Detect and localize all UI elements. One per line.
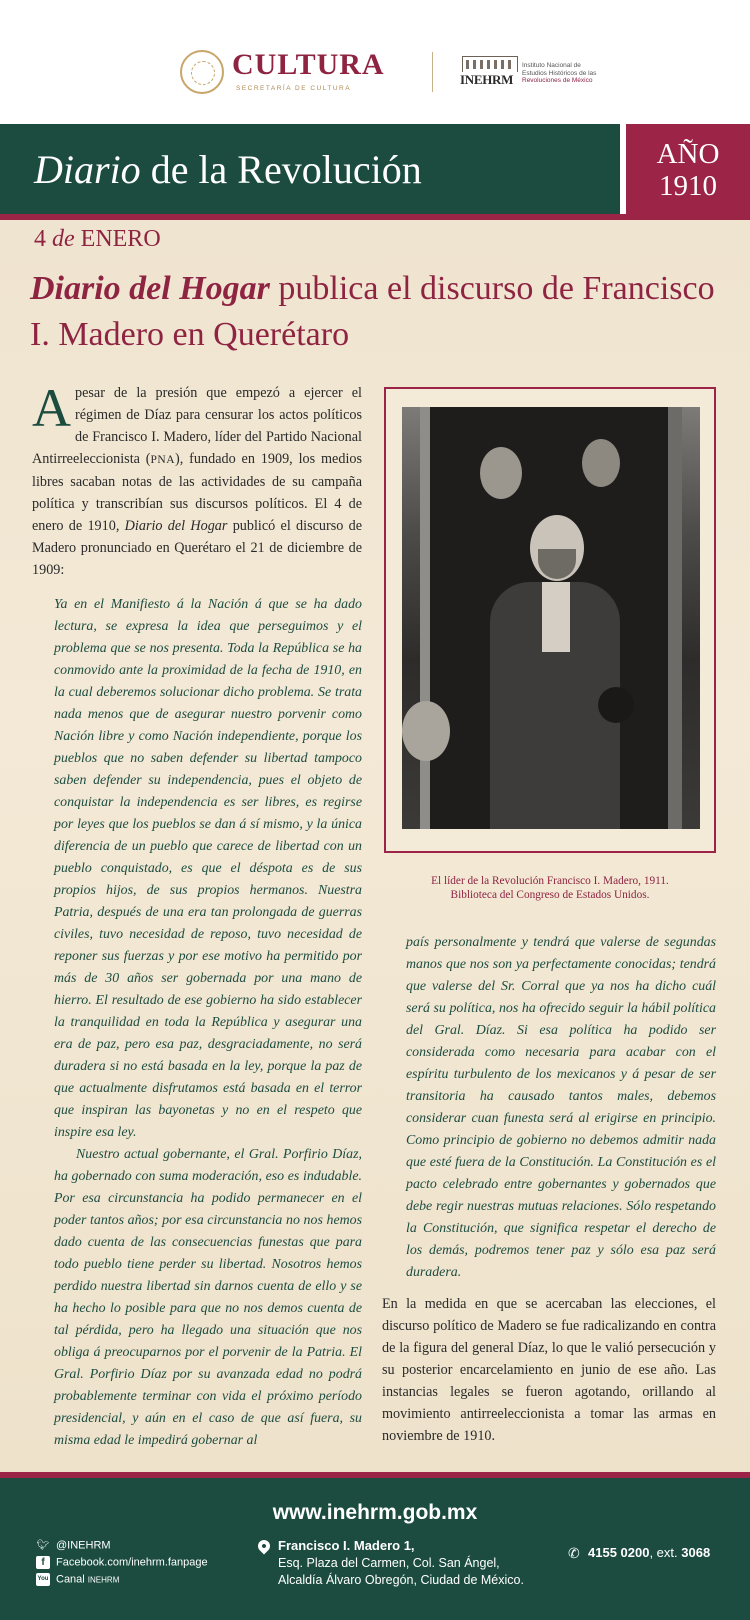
intro-pna: PNA	[150, 454, 176, 466]
year-value: 1910	[659, 170, 717, 202]
youtube-link[interactable]	[36, 1573, 119, 1586]
institute-name	[522, 62, 596, 85]
national-seal-icon	[180, 50, 224, 94]
caption-line-2: Biblioteca del Congreso de Estados Unidos.	[450, 889, 650, 901]
address	[278, 1537, 524, 1589]
youtube-prefix: Canal	[56, 1573, 88, 1586]
intro-paragraph	[32, 378, 363, 581]
article-headline	[30, 266, 720, 358]
secretaria-text: SECRETARÍA DE CULTURA	[236, 85, 352, 92]
photo-child	[402, 701, 450, 761]
drop-cap: A	[32, 378, 71, 438]
inehrm-building-icon	[462, 56, 518, 72]
year-label: AÑO	[656, 138, 720, 170]
photo-hat	[598, 687, 634, 723]
quote-paragraph-1: Ya en el Manifiesto á la Nación á que se ha dado lectura, se expresa la idea que perseguimos y el problema que se nos presenta. Toda la República se ha conmovido ante la proximidad de la fecha de 1910, en la cual deberemos solucionar dicho problema. Se trata nada menos que de asegurar nuestro porvenir como Nación libre y como Nación independiente, porque los pueblos que no saben defender su libertad tampoco saben defender su independencia, pues el objeto de conquistar la independencia es ser libres, es regirse por leyes que los pueblos se dan á sí mismo, y la única diferencia de un pueblo que carece de libertad con un pueblo conquistado, es que el déspota es de sus propios hijos, de sus propios hermanos. Nuestra Patria, después de una era tan prolongada de guerras civiles, tuvo necesidad de reposo, tuvo necesidad de reponer sus fuerzas y por ese motivo ha permitido por más de 30 años ser gobernada por una mano de hierro. El resultado de ese gobierno ha sido establecer la tranquilidad en toda la República y asegurar una era de paz, pero esa paz, desgraciadamente, no será duradera si no está basada en la ley, porque la paz de que actualmente disfrutamos está basada en el terror que inspiran las bayonetas y no en el respeto que inspire esa ley.	[54, 597, 362, 1140]
date-de: de	[52, 226, 75, 252]
outro-paragraph: En la medida en que se acercaban las elecciones, el discurso político de Madero se fue radicalizando en contra de la figura del general Díaz, lo que le valió persecución y su posterior encarcelamiento en junio de ese año. Las instancias legales se fueron agotando, orillando al movimiento antirreeleccionista a tomar las armas en noviembre de 1910.	[382, 1296, 716, 1444]
quote-paragraph-2: Nuestro actual gobernante, el Gral. Porfirio Díaz, ha gobernado con suma moderación, eso es indudable. Por esa circunstancia ha podido permanecer en el poder tantos años; por esa circunstancia no nos hemos dado cuenta de las consecuencias funestas que para todo pueblo tiene perder su libertad. Nosotros hemos perdido nuestra libertad sin darnos cuenta de ello y se ha hecho lo posible para que no nos demos cuenta de tal pérdida, pero ha llegado una situación que nos obliga á preocuparnos por el porvenir de la Patria. El Gral. Porfirio Díaz por su avanzada edad no podrá probablemente terminar con vida el próximo período presidencial, y aún en el caso de que así fuera, su misma edad le impedirá gobernar al	[54, 1147, 362, 1448]
photo-madero-shirt	[542, 582, 570, 652]
article-date	[34, 226, 161, 253]
facebook-url: Facebook.com/inehrm.fanpage	[56, 1556, 208, 1569]
quote-column-left	[54, 594, 362, 1452]
date-month: ENERO	[74, 226, 161, 252]
youtube-channel: INEHRM	[87, 1575, 120, 1585]
cultura-logo-text: CULTURA	[232, 48, 385, 81]
year-box	[626, 124, 750, 219]
quote-column-right	[406, 932, 716, 1284]
institute-line-1: Instituto Nacional de	[522, 62, 581, 69]
date-day: 4	[34, 226, 52, 252]
phone-number[interactable]	[588, 1545, 710, 1560]
series-title-italic: Diario	[34, 147, 141, 192]
series-title-rest: de la Revolución	[140, 147, 422, 192]
inehrm-logo-text: INEHRM	[460, 72, 514, 87]
intro-text-3: publicó el discurso de Madero pronunciado en Querétaro el 21 de diciembre de 1909:	[32, 518, 363, 578]
intro-newspaper: Diario del Hogar	[124, 518, 228, 534]
phone-ext-prefix: , ext.	[649, 1545, 682, 1560]
twitter-icon: 🐦︎	[36, 1540, 50, 1551]
photo-caption	[384, 874, 716, 902]
quote-paragraph-3: país personalmente y tendrá que valerse de segundas manos que nos son ya perfectamente conocidas; tendrá que valerse del Sr. Corral que ya nos ha dicho cuál será su política, nos ha ofrecido seguir la hábil política del Gral. Díaz. Si esa política ha podido ser considerada como necesaria para acabar con el espíritu turbulento de los mexicanos y á pesar de ser transitoria ha causado tantos males, debemos considerar cuan funesta será al erigirse en principio. Como principio de gobierno no debemos admitir nada que esté fuera de la Constitución. La Constitución es el pacto celebrado entre gobernantes y gobernados que debe regir nuestras mutuas relaciones. Sólo respetando la Constitución, que significa respetar el derecho de los demás, podremos tener paz y sólo esa paz será duradera.	[406, 935, 716, 1280]
institute-line-2: Estudios Históricos de las	[522, 69, 597, 77]
twitter-handle: @INEHRM	[56, 1539, 111, 1552]
phone-extension: 3068	[681, 1545, 711, 1560]
caption-line-1: El líder de la Revolución Francisco I. Madero, 1911.	[431, 875, 669, 887]
headline-rest: publica el discurso de Francisco I. Madero en Querétaro	[30, 270, 715, 353]
photo-figure-back-left	[480, 447, 522, 499]
phone-main: 4155 0200	[588, 1545, 650, 1560]
intro-text-1: pesar de la presión que empezó a ejercer el régimen de Díaz para censurar los actos políticos de Francisco I. Madero, líder del Partido Nacional Antirreeleccionista (	[32, 385, 362, 467]
facebook-icon: f	[36, 1556, 50, 1569]
intro-text-2: ), fundado en 1909, los medios libres sacaban notas de las actividades de su campaña política y transcribían sus discursos políticos. El 4 de enero de 1910,	[32, 451, 362, 534]
address-line-2: Esq. Plaza del Carmen, Col. San Ángel,	[278, 1556, 500, 1570]
institute-line-3: Revoluciones de México	[522, 77, 593, 84]
address-line-3: Alcaldía Álvaro Obregón, Ciudad de México.	[278, 1573, 524, 1587]
facebook-link[interactable]	[36, 1556, 208, 1569]
twitter-link[interactable]	[36, 1539, 111, 1552]
logo-divider	[432, 52, 433, 92]
phone-icon: ✆	[568, 1547, 580, 1562]
website-link[interactable]: www.inehrm.gob.mx	[272, 1501, 478, 1524]
headline-newspaper: Diario del Hogar	[30, 270, 270, 307]
youtube-icon: You	[36, 1573, 50, 1586]
series-title	[34, 146, 422, 193]
madero-photo	[402, 407, 700, 829]
photo-figure-back-right	[582, 439, 620, 487]
address-street: Francisco I. Madero 1,	[278, 1538, 415, 1553]
